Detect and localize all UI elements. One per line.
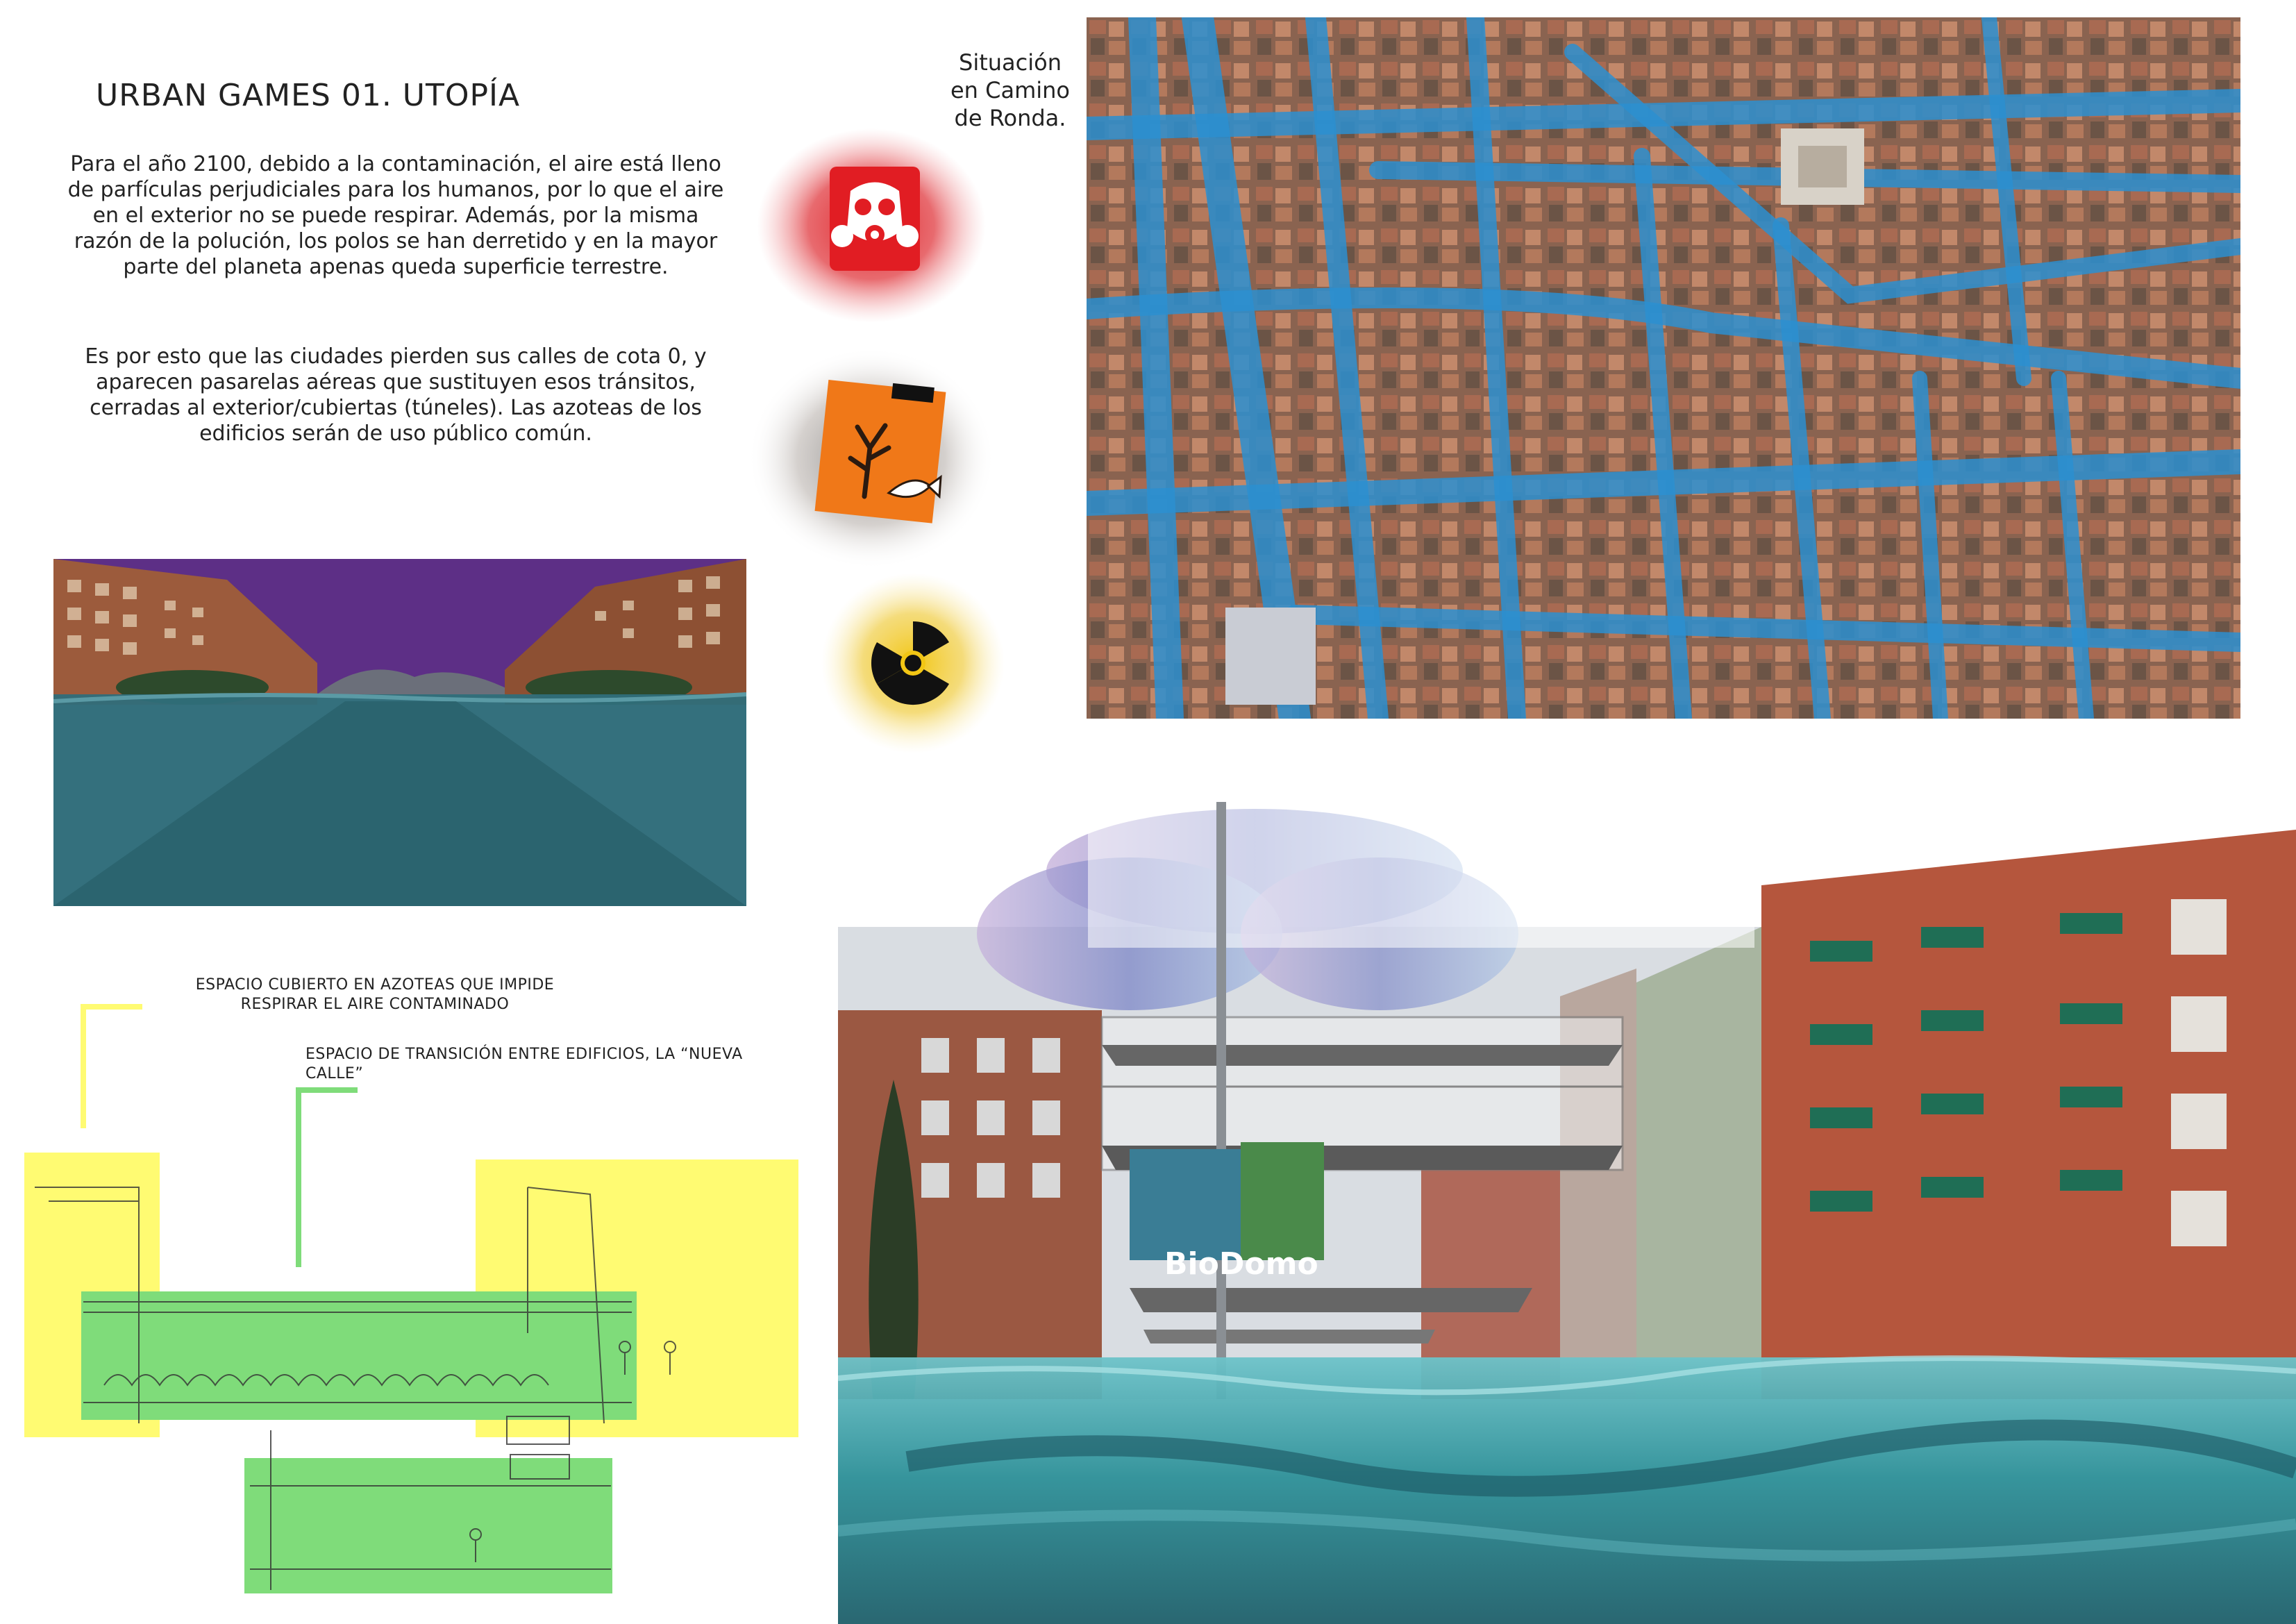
location-note: Situación en Camino de Ronda. [950, 49, 1070, 131]
radioactive-icon [819, 569, 1007, 757]
rooftop-label: ESPACIO CUBIERTO EN AZOTEAS QUE IMPIDE RESPIRAR EL AIRE CONTAMINADO [195, 976, 555, 1013]
page-title: URBAN GAMES 01. UTOPÍA [96, 78, 521, 113]
biodome-sign: BioDomo [1164, 1246, 1318, 1282]
gas-mask-icon [753, 125, 989, 326]
intro-paragraph: Para el año 2100, debido a la contaminación, el aire está lleno de parfículas perjudiciales para los humanos, por lo que el aire en el exterior no se puede respirar. Además, por la misma razón de la polución, los polos se han derretido y en la mayor parte del planeta apenas queda superficie terrestre. [67, 152, 724, 279]
transition-label: ESPACIO DE TRANSICIÓN ENTRE EDIFICIOS, LA “NUEVA CALLE” [305, 1046, 743, 1082]
aerial-map [1087, 17, 2240, 719]
concept-paragraph: Es por esto que las ciudades pierden sus calles de cota 0, y aparecen pasarelas aéreas que sustituyen esos tránsitos, cerradas al exterior/cubiertas (túneles). Las azoteas de los edificios serán de uso público común. [85, 344, 707, 446]
environmental-hazard-icon [746, 344, 996, 573]
elevated-walkways-render [838, 802, 2296, 1624]
flooded-street-photo [53, 559, 746, 906]
sketch-drawing [21, 986, 798, 1597]
